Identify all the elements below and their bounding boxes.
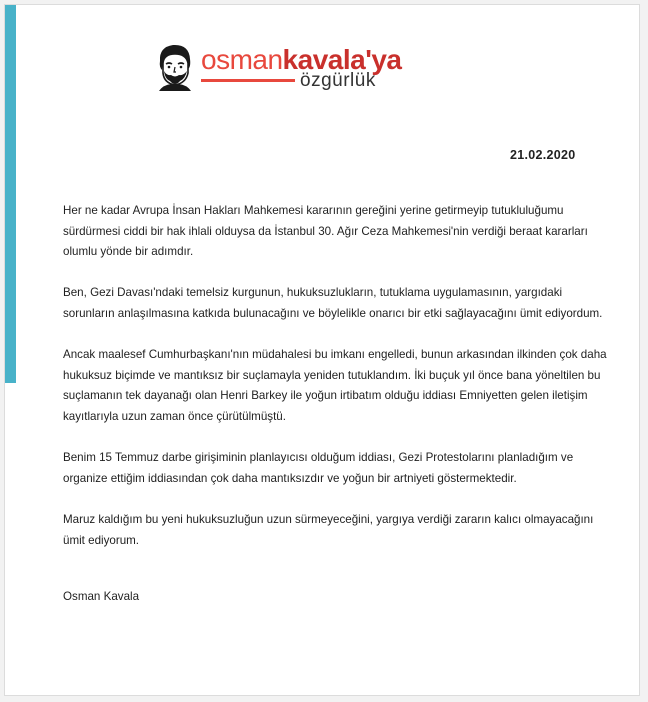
paragraph-4: Benim 15 Temmuz darbe girişiminin planlayıcısı olduğum iddiası, Gezi Protestolarını planladığım ve organize ettiğim iddiasından çok daha mantıksızdır ve yoğun bir artniyeti göstermektedir. [63,451,574,485]
logo-part-2: kavala'ya [282,44,402,75]
logo-subtitle: özgürlük [300,70,376,91]
logo [155,41,435,99]
paragraph-3: Ancak maalesef Cumhurbaşkanı'nın müdahalesi bu imkanı engelledi, bunun arkasından ilkinden çok daha hukuksuz biçimde ve mantıksız bir suçlamayla yeniden tutuklandım. İki buçuk yıl önce bana yöneltilen bu suçlamanın tek dayanağı olan Henri Barkey ile yoğun irtibatım olduğu iddiası Emniyetten gelen iletişim kayıtlarıyla uzun zaman önce çürütülmüştü. [63,348,607,423]
paragraph-1: Her ne kadar Avrupa İnsan Hakları Mahkemesi kararının gereğini yerine getirmeyip tutukluluğumu sürdürmesi ciddi bir hak ihlali olduysa da İstanbul 30. Ağır Ceza Mahkemesi'nin verdiği beraat kararları olumlu yönde bir adımdır. [63,204,588,259]
letter-date: 21.02.2020 [510,148,576,162]
logo-part-1: osman [201,44,283,75]
portrait-face-icon [155,43,195,91]
letter-page [4,4,640,696]
logo-underline [201,79,295,82]
signature: Osman Kavala [63,590,140,603]
paragraph-5: Maruz kaldığım bu yeni hukuksuzluğun uzun sürmeyeceğini, yargıya verdiği zararın kalıcı olmayacağını ümit ediyorum. [63,512,594,547]
accent-bar [5,5,16,383]
paragraph-2: Ben, Gezi Davası'ndaki temelsiz kurgunun, hukuksuzlukların, tutuklama uygulamasının, yargıdaki sorunların anlaşılmasına katkıda bulunacağını ve böylelikle onarıcı bir etki sağlayacağını ümit ediyordum. [63,286,603,320]
letter-body [63,201,611,572]
